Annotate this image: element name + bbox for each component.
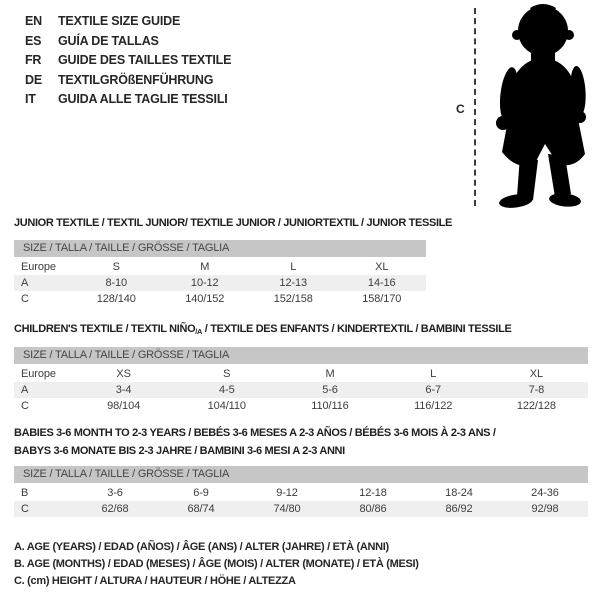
children-size-table (14, 347, 588, 414)
age-cell: 12-18 (359, 487, 387, 499)
height-cell: 152/158 (273, 293, 313, 305)
language-title: GUIDE DES TAILLES TEXTILE (58, 53, 232, 67)
table-row (14, 291, 426, 307)
row-label: C (21, 400, 29, 412)
language-row-it (25, 90, 231, 110)
age-cell: 3-6 (107, 487, 123, 499)
table-row (14, 382, 588, 398)
footnote-age-months: B. AGE (MONTHS) / EDAD (MESES) / ÂGE (MOIS) / ALTER (MONATE) / ETÀ (MESI) (14, 558, 419, 571)
language-code: ES (25, 33, 42, 48)
language-code: FR (25, 53, 42, 67)
row-label: Europe (21, 261, 56, 273)
height-dashed-line (474, 8, 476, 206)
table-row (14, 398, 588, 414)
language-title: GUIDA ALLE TAGLIE TESSILI (58, 92, 228, 106)
title-text: CHILDREN'S TEXTILE / TEXTIL NIÑO (14, 323, 196, 335)
size-cell: XL (529, 368, 544, 380)
babies-size-table (14, 466, 588, 517)
height-cell: 86/92 (445, 503, 473, 515)
footnote-height-cm: C. (cm) HEIGHT / ALTURA / HAUTEUR / HÖHE / ALTEZZA (14, 575, 296, 588)
age-cell: 6-9 (193, 487, 209, 499)
table-row (14, 501, 588, 517)
height-cell: 128/140 (96, 293, 136, 305)
age-cell: 8-10 (105, 277, 128, 289)
footnote-age-years: A. AGE (YEARS) / EDAD (AÑOS) / ÂGE (ANS) / ALTER (JAHRE) / ETÀ (ANNI) (14, 541, 389, 553)
baby-silhouette-image (486, 4, 596, 212)
language-title: GUÍA DE TALLAS (58, 33, 159, 48)
table-row (14, 485, 588, 501)
language-code: IT (25, 92, 36, 106)
babies-section-title (14, 425, 496, 460)
junior-size-table (14, 240, 426, 307)
language-title-list (25, 12, 231, 110)
size-cell: S (112, 261, 120, 273)
language-code: DE (25, 72, 42, 87)
size-cell: L (430, 368, 437, 380)
size-cell: M (325, 368, 335, 380)
height-cell: 92/98 (531, 503, 559, 515)
size-cell: L (290, 261, 297, 273)
language-row-fr (25, 51, 231, 71)
age-cell: 9-12 (276, 487, 298, 499)
height-cell: 140/152 (185, 293, 225, 305)
language-title: TEXTILGRÖßENFÜHRUNG (58, 72, 214, 87)
size-header-bar: SIZE / TALLA / TAILLE / GRÖSSE / TAGLIA (14, 347, 588, 364)
row-label: C (21, 503, 29, 515)
height-cell: 74/80 (273, 503, 301, 515)
language-row-en (25, 12, 231, 32)
height-cell: 68/74 (187, 503, 215, 515)
age-cell: 12-13 (279, 277, 308, 289)
table-row (14, 259, 426, 275)
babies-title-line1: BABIES 3-6 MONTH TO 2-3 YEARS / BEBÉS 3-6 MESES A 2-3 AÑOS / BÉBÉS 3-6 MOIS À 2-3 ANS / (14, 427, 496, 439)
age-cell: 24-36 (531, 487, 559, 499)
size-header-bar: SIZE / TALLA / TAILLE / GRÖSSE / TAGLIA (14, 240, 426, 257)
language-row-de (25, 71, 231, 91)
row-label: A (21, 384, 29, 396)
height-cell: 80/86 (359, 503, 387, 515)
height-figure (448, 0, 600, 216)
size-cell: XS (116, 368, 131, 380)
row-label: Europe (21, 368, 56, 380)
height-cell: 158/170 (362, 293, 402, 305)
babies-title-line2: BABYS 3-6 MONATE BIS 2-3 JAHRE / BAMBINI 3-6 MESI A 2-3 ANNI (14, 444, 345, 457)
height-cell: 110/116 (311, 400, 349, 412)
age-cell: 3-4 (115, 384, 132, 396)
age-cell: 14-16 (367, 277, 396, 289)
junior-section-title: JUNIOR TEXTILE / TEXTIL JUNIOR/ TEXTILE JUNIOR / JUNIORTEXTIL / JUNIOR TESSILE (14, 217, 453, 229)
height-marker-label: C (456, 102, 465, 116)
row-label: C (21, 293, 29, 305)
size-header-bar: SIZE / TALLA / TAILLE / GRÖSSE / TAGLIA (14, 466, 588, 483)
legend-footnotes (14, 539, 419, 591)
age-cell: 6-7 (425, 384, 441, 396)
title-text: / TEXTILE DES ENFANTS / KINDERTEXTIL / BAMBINI TESSILE (202, 323, 512, 335)
age-cell: 4-5 (218, 384, 235, 396)
title-subscript: /A (195, 327, 203, 336)
age-cell: 7-8 (528, 384, 545, 396)
table-row (14, 366, 588, 382)
age-cell: 18-24 (445, 487, 473, 499)
height-cell: 122/128 (516, 400, 556, 412)
size-cell: XL (375, 261, 389, 273)
height-cell: 104/110 (207, 400, 246, 412)
age-cell: 5-6 (322, 384, 338, 396)
table-row (14, 275, 426, 291)
height-cell: 62/68 (101, 503, 129, 515)
row-label: A (21, 277, 29, 289)
size-cell: M (200, 261, 210, 273)
language-row-es (25, 32, 231, 52)
language-code: EN (25, 14, 42, 28)
children-section-title (14, 323, 511, 336)
height-cell: 98/104 (107, 400, 141, 412)
age-cell: 10-12 (190, 277, 219, 289)
size-cell: S (223, 368, 231, 380)
height-cell: 116/122 (414, 400, 453, 412)
row-label: B (21, 487, 29, 499)
language-title: TEXTILE SIZE GUIDE (58, 14, 181, 28)
